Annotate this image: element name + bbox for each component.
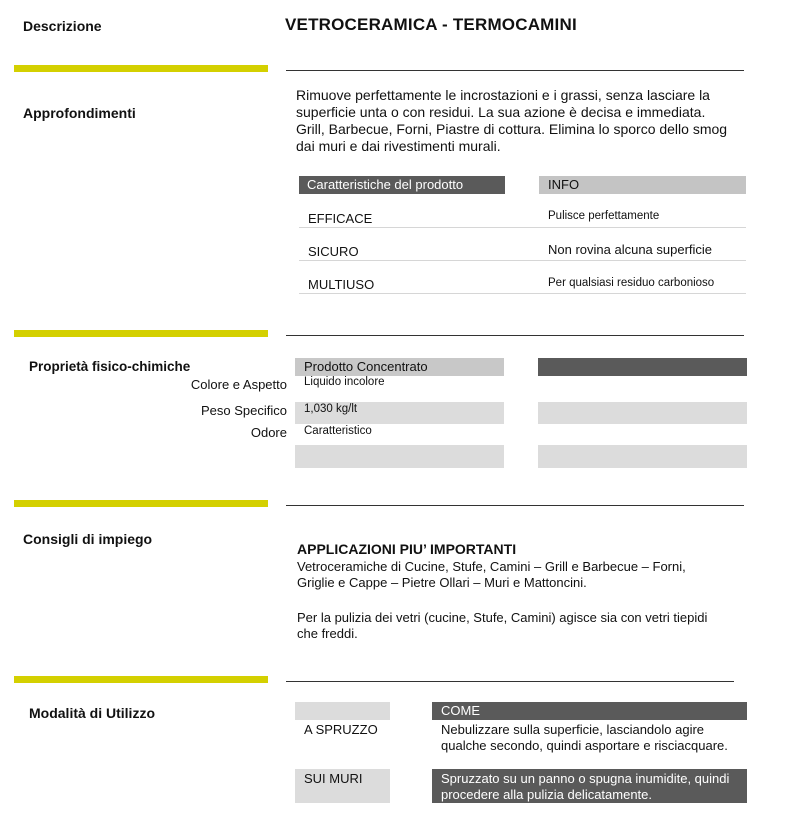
section-divider-line [286,681,734,682]
section-label-consigli: Consigli di impiego [23,531,153,547]
mode-cell: A SPRUZZO [304,722,378,737]
property-value: Caratteristico [304,425,372,437]
feature-cell: MULTIUSO [308,277,375,292]
how-cell: Spruzzato su un panno o spugna inumidite, quindi procedere alla pulizia delicatamente. [441,771,730,802]
product-title: VETROCERAMICA - TERMOCAMINI [285,15,577,34]
section-label-descrizione: Descrizione [23,18,102,34]
row-divider [299,293,746,294]
property-name: Odore [250,425,287,440]
section-divider-bar [14,65,268,72]
features-table-header: Caratteristiche del prodotto [299,176,505,194]
mode-cell: SUI MURI [304,771,363,786]
feature-cell: SICURO [308,244,359,259]
feature-cell: EFFICACE [308,211,373,226]
info-cell: Per qualsiasi residuo carbonioso [548,277,715,289]
properties-table-header-right [538,358,747,376]
section-divider-line [286,335,744,336]
product-description: Rimuove perfettamente le incrostazioni e i grassi, senza lasciare la superficie unta o con residui. La sua azione è decisa e immediata. Grill, Barbecue, Forni, Piastre di cottura. Elimina lo sporco dello smog dai muri e dai rivestimenti murali. [296,87,728,154]
section-label-proprieta: Proprietà fisico-chimiche [29,359,191,374]
usage-note: Per la pulizia dei vetri (cucine, Stufe, Camini) agisce sia con vetri tiepidi che freddi. [297,610,708,641]
info-cell: Pulisce perfettamente [548,210,660,222]
property-name: Peso Specifico [201,403,287,418]
info-table-header: INFO [539,176,746,194]
property-cell-bg [538,402,747,424]
row-divider [299,260,746,261]
applications-heading: APPLICAZIONI PIU’ IMPORTANTI [297,541,517,557]
how-cell: Nebulizzare sulla superficie, lasciandolo agire qualche secondo, quindi asportare e risciacquare. [441,722,728,753]
section-label-modalita: Modalità di Utilizzo [29,705,155,721]
properties-table-header: Prodotto Concentrato [295,358,504,376]
property-cell-bg [295,445,504,468]
section-divider-bar [14,330,268,337]
mode-table-header-left [295,702,390,720]
row-divider [299,227,746,228]
section-divider-line [286,70,744,71]
property-cell-bg [538,445,747,468]
property-name: Colore e Aspetto [190,377,287,392]
property-value: 1,030 kg/lt [304,403,358,415]
applications-list: Vetroceramiche di Cucine, Stufe, Camini – Grill e Barbecue – Forni, Griglie e Cappe – Pietre Ollari – Muri e Mattoncini. [297,559,686,590]
section-divider-bar [14,500,268,507]
section-label-approfondimenti: Approfondimenti [23,105,136,121]
property-value: Liquido incolore [304,376,385,388]
info-cell: Non rovina alcuna superficie [548,242,713,257]
section-divider-line [286,505,744,506]
mode-table-header-right: COME [432,702,747,720]
section-divider-bar [14,676,268,683]
